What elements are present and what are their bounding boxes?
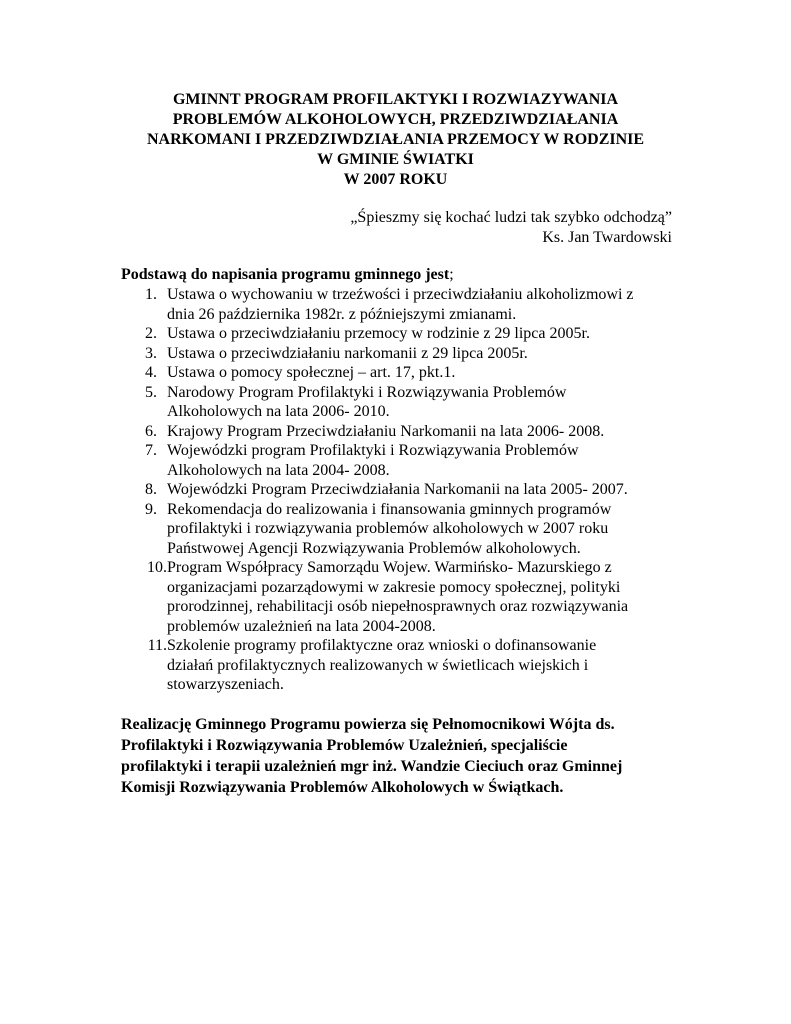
list-item-text	[167, 344, 681, 364]
list-item-number: 8.	[145, 481, 157, 498]
closing-line: profilaktyki i terapii uzależnień mgr inż. Wandzie Cieciuch oraz Gminnej	[121, 758, 623, 775]
list-item-text	[167, 422, 681, 442]
list-item-line: Wojewódzki program Profilaktyki i Rozwiązywania Problemów	[167, 442, 579, 459]
list-item-number: 3.	[145, 344, 157, 362]
list-item-text	[167, 441, 681, 480]
list-item-line: Alkoholowych na lata 2004- 2008.	[167, 461, 390, 479]
title-line: PROBLEMÓW ALKOHOLOWYCH, PRZEDZIWDZIAŁANIA	[172, 111, 619, 128]
title-line: GMINNT PROGRAM PROFILAKTYKI I ROZWIAZYWANIA	[172, 91, 619, 108]
list-item	[121, 422, 681, 442]
list-item-line: profilaktyki i rozwiązywania problemów alkoholowych w 2007 roku	[167, 520, 609, 537]
list-item-line: Ustawa o przeciwdziałaniu narkomanii z 29 lipca 2005r.	[167, 344, 528, 362]
list-item-number: 9.	[145, 500, 157, 518]
legal-basis-list	[121, 285, 681, 695]
list-item-text	[167, 363, 681, 383]
list-item-line: Krajowy Program Przeciwdziałaniu Narkomanii na lata 2006- 2008.	[167, 422, 605, 440]
list-item-line: Ustawa o przeciwdziałaniu przemocy w rodzinie z 29 lipca 2005r.	[167, 325, 590, 342]
list-item-line: działań profilaktycznych realizowanych w świetlicach wiejskich i	[167, 656, 589, 674]
title-line: W 2007 ROKU	[343, 171, 448, 188]
closing-line: Komisji Rozwiązywania Problemów Alkoholowych w Świątkach.	[121, 779, 564, 796]
list-item	[121, 441, 681, 480]
list-item-line: Państwowej Agencji Rozwiązywania Problemów alkoholowych.	[167, 539, 581, 557]
list-item	[121, 636, 681, 695]
list-item-text	[167, 558, 681, 636]
closing-paragraph	[121, 714, 681, 798]
basis-heading-punct: ;	[449, 266, 454, 283]
list-item-number: 5.	[145, 383, 157, 401]
list-item	[121, 344, 681, 364]
epigraph	[350, 208, 672, 248]
list-item-line: Ustawa o pomocy społecznej – art. 17, pkt.1.	[167, 364, 456, 381]
list-item	[121, 383, 681, 422]
list-item-number: 2.	[145, 325, 157, 342]
list-item-line: organizacjami pozarządowymi w zakresie pomocy społecznej, polityki	[167, 578, 621, 596]
list-item-text	[167, 500, 681, 559]
list-item	[121, 285, 681, 324]
list-item-line: problemów uzależnień na lata 2004-2008.	[167, 617, 436, 635]
list-item-text	[167, 383, 681, 422]
list-item-line: Program Współpracy Samorządu Wojew. Warmińsko- Mazurskiego z	[167, 559, 612, 576]
list-item	[121, 558, 681, 636]
list-item-line: Narodowy Program Profilaktyki i Rozwiązywania Problemów	[167, 383, 567, 401]
list-item-line: Szkolenie programy profilaktyczne oraz wnioski o dofinansowanie	[167, 637, 597, 654]
list-item	[121, 363, 681, 383]
list-item-text	[167, 480, 681, 500]
basis-heading	[121, 265, 454, 285]
basis-heading-text: Podstawą do napisania programu gminnego jest	[121, 266, 450, 283]
list-item-number: 6.	[145, 422, 157, 440]
title-line: W GMINIE ŚWIATKI	[317, 151, 474, 168]
list-item-text	[167, 636, 681, 695]
epigraph-quote: „Śpieszmy się kochać ludzi tak szybko odchodzą”	[350, 209, 672, 226]
list-item-text	[167, 324, 681, 344]
closing-line: Realizację Gminnego Programu powierza się Pełnomocnikowi Wójta ds.	[121, 716, 615, 733]
list-item-line: stowarzyszeniach.	[167, 676, 284, 693]
title-line: NARKOMANI I PRZEDZIWDZIAŁANIA PRZEMOCY W RODZINIE	[146, 131, 645, 148]
list-item-text	[167, 285, 681, 324]
document-title	[60, 90, 731, 190]
list-item-line: Alkoholowych na lata 2006- 2010.	[167, 403, 390, 420]
closing-line: Profilaktyki i Rozwiązywania Problemów Uzależnień, specjaliście	[121, 737, 568, 754]
list-item-line: Rekomendacja do realizowania i finansowania gminnych programów	[167, 500, 612, 518]
list-item-line: dnia 26 października 1982r. z późniejszymi zmianami.	[167, 305, 517, 323]
list-item	[121, 500, 681, 559]
list-item	[121, 324, 681, 344]
list-item-number: 7.	[145, 442, 157, 459]
list-item	[121, 480, 681, 500]
list-item-line: prorodzinnej, rehabilitacji osób niepełnosprawnych oraz rozwiązywania	[167, 598, 629, 615]
epigraph-author: Ks. Jan Twardowski	[542, 229, 672, 246]
list-item-line: Ustawa o wychowaniu w trzeźwości i przeciwdziałaniu alkoholizmowi z	[167, 286, 634, 303]
list-item-number: 11.	[147, 637, 167, 654]
list-item-number: 1.	[145, 286, 157, 303]
list-item-number: 4.	[145, 364, 157, 381]
list-item-number: 10.	[147, 559, 167, 576]
list-item-line: Wojewódzki Program Przeciwdziałania Narkomanii na lata 2005- 2007.	[167, 481, 628, 498]
